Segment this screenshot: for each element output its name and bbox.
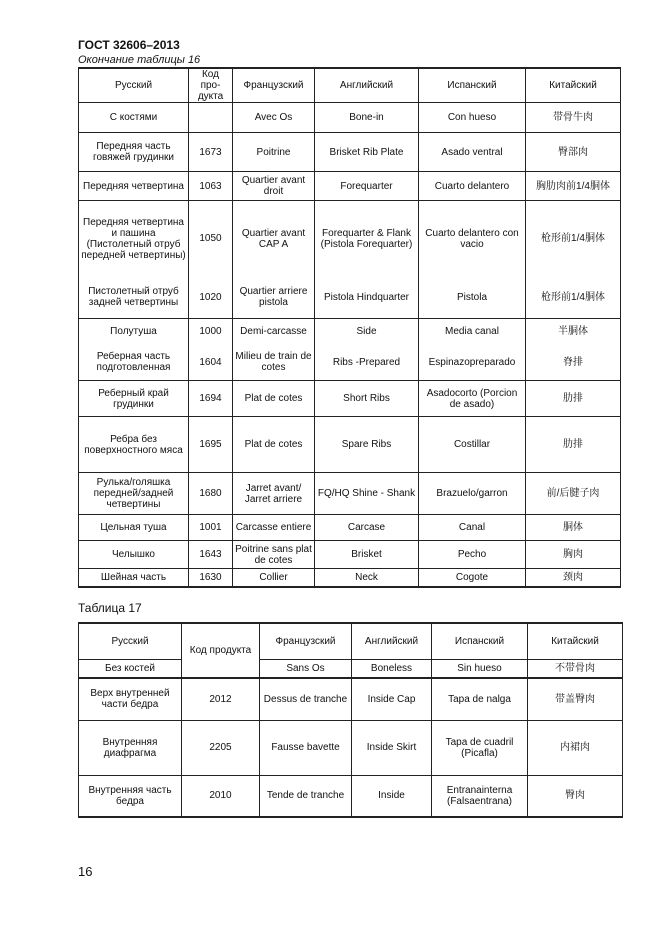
column-header: Испанский [419,68,526,103]
table-cell: Plat de cotes [233,417,315,473]
table-cell: 胸肉 [526,541,621,569]
table-cell: Ребра без поверхностного мяса [79,417,189,473]
table-cell: Ribs -Prepared [315,345,419,381]
table-cell: 臀肉 [528,775,623,817]
table-cell: Пистолетный отруб задней четвертины [79,277,189,319]
table-cell: Poitrine [233,133,315,172]
column-header: Английский [352,623,432,659]
table-cell: Рулька/голяшка передней/задней четвертины [79,473,189,515]
table-cell: 肋排 [526,381,621,417]
table-cell: Cuarto delantero con vacio [419,201,526,277]
table-cell: Asadocorto (Porcion de asado) [419,381,526,417]
table-cell: Fausse bavette [260,720,352,775]
column-header: Русский [79,68,189,103]
table-cell: Quartier avant droit [233,172,315,201]
table-cell: Poitrine sans plat de cotes [233,541,315,569]
table-cell: Внутренняя диафрагма [79,720,182,775]
table-cell: Cuarto delantero [419,172,526,201]
table-cell: 1604 [189,345,233,381]
table-cell: 2012 [182,678,260,720]
table-cell: 带盖臀肉 [528,678,623,720]
table-cell: Carcase [315,515,419,541]
table-17-title: Таблица 17 [78,601,142,615]
table-16 [78,67,621,588]
table-cell: Entranainterna (Falsaentrana) [432,775,528,817]
table-cell: 1063 [189,172,233,201]
table-cell: 1001 [189,515,233,541]
table-cell: Costillar [419,417,526,473]
table-cell: Quartier arriere pistola [233,277,315,319]
table-cell: Bone-in [315,103,419,133]
table-cell: 1050 [189,201,233,277]
table-cell: 枪形前1/4胴体 [526,201,621,277]
table-cell: Quartier avant CAP A [233,201,315,277]
table-cell: Inside Cap [352,678,432,720]
table-cell: Milieu de train de cotes [233,345,315,381]
table-cell: 肋排 [526,417,621,473]
column-header: Испанский [432,623,528,659]
table-row [79,345,621,381]
table-cell: 不带骨肉 [528,659,623,678]
table-cell: 前/后腱子肉 [526,473,621,515]
table-cell: Реберная часть подготовленная [79,345,189,381]
table-cell: Side [315,319,419,345]
table-row [79,417,621,473]
table-cell: Передняя часть говяжей грудинки [79,133,189,172]
table-cell: 内裙肉 [528,720,623,775]
table-continuation-caption: Окончание таблицы 16 [78,54,201,66]
table-cell: Передняя четвертина [79,172,189,201]
table-cell: С костями [79,103,189,133]
table-cell: 臀部肉 [526,133,621,172]
table-cell: Cogote [419,569,526,587]
table-cell: Tende de tranche [260,775,352,817]
table-cell: Collier [233,569,315,587]
table-cell: 1000 [189,319,233,345]
table-cell: Pistola Hindquarter [315,277,419,319]
table-row [79,103,621,133]
table-header-row [79,68,621,103]
table-cell: Demi-carcasse [233,319,315,345]
table-row [79,720,623,775]
table-row [79,133,621,172]
table-cell: Цельная туша [79,515,189,541]
table-row [79,678,623,720]
table-cell: 2205 [182,720,260,775]
table-cell: 1694 [189,381,233,417]
table-cell: 1680 [189,473,233,515]
table-cell: Boneless [352,659,432,678]
table-cell: Inside Skirt [352,720,432,775]
table-row [79,569,621,587]
table-row [79,201,621,277]
table-cell: Asado ventral [419,133,526,172]
table-cell: Tapa de nalga [432,678,528,720]
column-header: Код про-дукта [189,68,233,103]
table-cell: Con hueso [419,103,526,133]
table-cell: Шейная часть [79,569,189,587]
table-cell: Short Ribs [315,381,419,417]
table-header-row [79,623,623,659]
table-cell: Внутренняя часть бедра [79,775,182,817]
table-cell: Jarret avant/ Jarret arriere [233,473,315,515]
table-cell: Neck [315,569,419,587]
table-cell: Forequarter & Flank (Pistola Forequarter) [315,201,419,277]
table-cell: Brazuelo/garron [419,473,526,515]
table-cell: 2010 [182,775,260,817]
table-row [79,473,621,515]
table-cell: FQ/HQ Shine - Shank [315,473,419,515]
table-cell: Pistola [419,277,526,319]
table-cell: 半胴体 [526,319,621,345]
table-cell: Plat de cotes [233,381,315,417]
column-header: Русский [79,623,182,659]
table-cell: Dessus de tranche [260,678,352,720]
column-header: Код продукта [182,623,260,678]
table-cell: Челышко [79,541,189,569]
table-row [79,277,621,319]
table-cell: 1695 [189,417,233,473]
table-cell: Brisket [315,541,419,569]
table-cell: 1630 [189,569,233,587]
table-cell: Передняя четвертина и пашина (Пистолетный отруб передней четвертины) [79,201,189,277]
column-header: Французский [233,68,315,103]
column-header: Китайский [526,68,621,103]
table-cell: Espinazopreparado [419,345,526,381]
column-header: Английский [315,68,419,103]
table-cell: Forequarter [315,172,419,201]
table-cell: Верх внутренней части бедра [79,678,182,720]
table-cell: 1673 [189,133,233,172]
table-cell [189,103,233,133]
table-cell: 颈肉 [526,569,621,587]
table-cell: Полутуша [79,319,189,345]
table-cell: 胴体 [526,515,621,541]
table-cell: Canal [419,515,526,541]
table-cell: Avec Os [233,103,315,133]
table-cell: Tapa de cuadril (Picafla) [432,720,528,775]
table-cell: Spare Ribs [315,417,419,473]
table-subheader-row [79,659,623,678]
column-header: Китайский [528,623,623,659]
table-row [79,775,623,817]
table-cell: 1643 [189,541,233,569]
table-cell: 带骨牛肉 [526,103,621,133]
table-cell: 1020 [189,277,233,319]
document-title: ГОСТ 32606–2013 [78,38,180,52]
table-row [79,541,621,569]
table-cell: 胸肋肉前1/4胴体 [526,172,621,201]
table-cell: 枪形前1/4胴体 [526,277,621,319]
table-cell: Sin hueso [432,659,528,678]
table-cell: Inside [352,775,432,817]
table-cell: 脊排 [526,345,621,381]
table-cell: Carcasse entiere [233,515,315,541]
table-cell: Sans Os [260,659,352,678]
table-row [79,515,621,541]
table-cell: Pecho [419,541,526,569]
table-row [79,319,621,345]
page-number: 16 [78,864,93,879]
column-header: Французский [260,623,352,659]
table-cell: Реберный край грудинки [79,381,189,417]
table-cell: Без костей [79,659,182,678]
table-row [79,172,621,201]
table-17 [78,622,623,818]
table-row [79,381,621,417]
table-cell: Media canal [419,319,526,345]
table-cell: Brisket Rib Plate [315,133,419,172]
